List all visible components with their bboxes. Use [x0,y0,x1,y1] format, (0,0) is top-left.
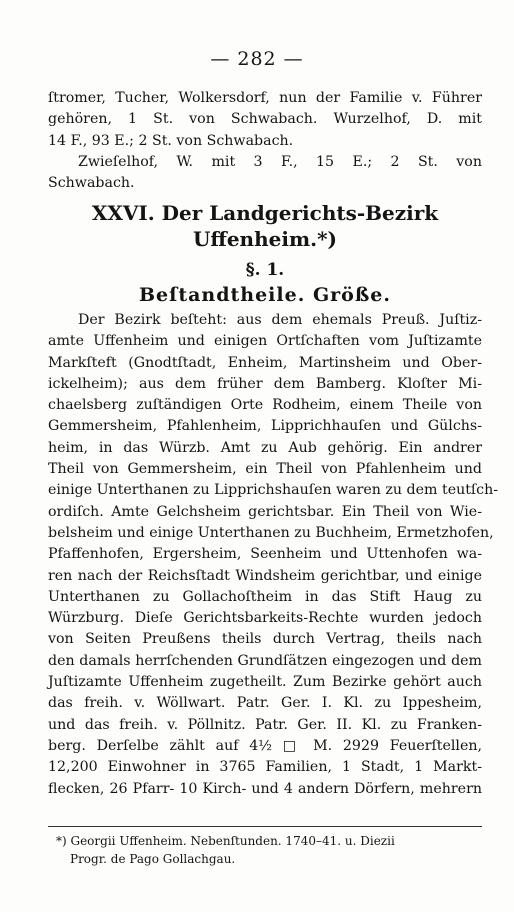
text-line: Gemmersheim, Pfahlenheim, Lipprichhauſen und Gülchs- [48,418,482,435]
text-line: den damals herrſchenden Grundſätzen eingezogen und dem [48,652,482,669]
footnote-line-1: *) Georgii Uffenheim. Nebenſtunden. 1740–41. u. Diezii [56,834,395,848]
text-line: Markſteft (Gnodtſtadt, Enheim, Martinsheim und Ober- [48,354,482,371]
text-line: heim, in das Würzb. Amt zu Aub gehörig. Ein andrer [48,439,482,456]
text-line: flecken, 26 Pfarr- 10 Kirch- und 4 andern Dörfern, mehrern [48,780,482,797]
text-line: chaelsberg zuſtändigen Orte Rodheim, einem Theile von [48,397,482,414]
text-line: Theil von Gemmersheim, ein Theil von Pfahlenheim und [48,461,482,478]
text-line: Der Bezirk beſteht: aus dem ehemals Preuß. Juſtiz- [78,312,482,328]
text-line: einige Unterthanen zu Lipprichshauſen waren zu dem teutſch- [48,482,499,499]
text-line: ordiſch. Amte Gelchsheim gerichtsbar. Ein Theil von Wie- [48,503,482,520]
text-line: Juſtizamte Uffenheim zugetheilt. Zum Bezirke gehört auch [48,674,482,691]
text-line: Unterthanen zu Gollachoſtheim in das Stift Haug zu [48,588,482,605]
section-title [48,200,482,252]
subheading: Beſtandtheile. Größe. [139,284,391,306]
text-line: ſtromer, Tucher, Wolkersdorf, nun der Familie v. Führer [48,90,482,106]
footnote-line-2: Progr. de Pago Gollachgau. [70,852,236,866]
text-line: gehören, 1 St. von Schwabach. Wurzelhof, D. mit [48,111,482,128]
text-line: 14 F., 93 E.; 2 St. von Schwabach. [48,132,294,149]
text-line: Zwieſelhof, W. mit 3 F., 15 E.; 2 St. von [78,154,482,170]
paragraph-number: §. 1. [245,260,285,280]
section-title-line-2: Uffenheim.*) [192,227,338,251]
text-line: und das freih. v. Pöllnitz. Patr. Ger. II. Kl. zu Franken- [48,716,482,733]
section-title-line-1: XXVI. Der Landgerichts-Bezirk [91,201,439,225]
text-line: ren nach der Reichsſtadt Windsheim gerichtbar, und einige [48,567,482,584]
text-line: ickelheim); aus dem früher dem Bamberg. Kloſter Mi- [48,375,482,392]
text-line: berg. Derſelbe zählt auf 4½ □ M. 2929 Feuerſtellen, [48,737,482,754]
page-number: — 282 — [210,48,304,70]
text-line: Schwabach. [48,175,135,192]
text-line: Würzburg. Dieſe Gerichtsbarkeits-Rechte wurden jedoch [48,610,482,627]
text-line: das freih. v. Wöllwart. Patr. Ger. I. Kl. zu Ippesheim, [48,695,482,712]
continuation-paragraph [48,88,482,152]
main-paragraph [48,310,499,800]
text-line: belsheim und einige Unterthanen zu Buchheim, Ermetzhofen, [48,524,494,541]
footnote [48,832,482,868]
zwieselhof-paragraph [48,152,482,195]
footnote-divider [48,826,482,827]
text-line: amte Uffenheim und einigen Ortſchaften vom Juſtizamte [48,333,482,350]
text-line: Pfaffenhofen, Ergersheim, Seenheim und Uttenhofen wa- [48,546,482,563]
text-line: von Seiten Preußens theils durch Vertrag, theils nach [48,631,482,648]
text-line: 12,200 Einwohner in 3765 Familien, 1 Stadt, 1 Markt- [48,759,482,776]
